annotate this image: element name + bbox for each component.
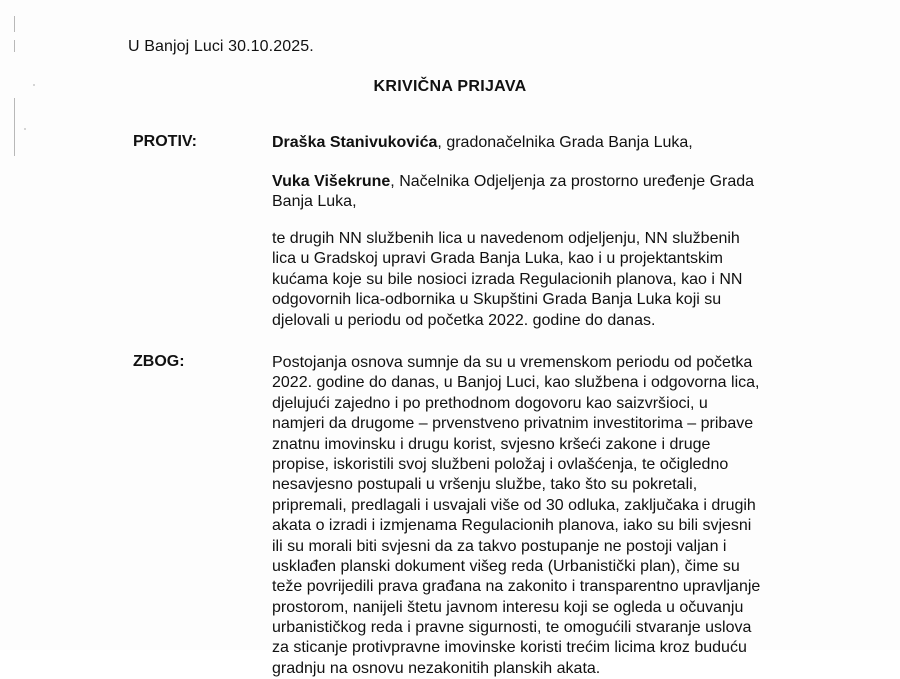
charge-description [272,353,832,679]
accused-first [272,133,832,153]
charge-line: namjeri da drugome – prvenstveno privatnim investitorima – pribave [272,415,754,433]
accused-others-line: te drugih NN službenih lica u navedenom odjeljenju, NN službenih [272,230,740,247]
accused-others-line: kućama koje su bile nosioci izrada Regulacionih planova, kao i NN [272,270,743,288]
charge-line: nesavjesno postupali u vršenju službe, tako što su pokretali, [272,476,698,494]
charge-line: 2022. godine do danas, u Banjoj Luci, kao službena i odgovorna lica, [272,374,760,392]
accused-first-name: Draška Stanivukovića [272,134,438,151]
scan-margin-line [14,98,15,156]
accused-second-line [272,172,832,192]
charge-line: za sticanje protivpravne imovinske koristi trećim licima kroz buduću [272,639,747,657]
accused-others-line: odgovornih lica-odbornika u Skupštini Grada Banja Luka koji su [272,291,722,309]
accused-second-title: , Načelnika Odjeljenja za prostorno uređenje Grada [390,173,755,190]
accused-second-title-cont: Banja Luka, [272,193,357,211]
charge-line: ili su morali biti svjesni da za takvo postupanje ne postoji valjan i [272,537,727,555]
charge-line: pripremali, predlagali i usvajali više od 30 odluka, zaključaka i drugih [272,496,756,514]
document-title: KRIVIČNA PRIJAVA [373,78,527,95]
accused-others [272,229,832,331]
accused-others-line: djelovali u periodu od početka 2022. godine do danas. [272,311,656,329]
accused-first-title: , gradonačelnika Grada Banja Luka, [437,134,693,151]
accused-others-line: lica u Gradskoj upravi Grada Banja Luka, kao i u projektantskim [272,250,723,268]
charge-line: gradnju na osnovu nezakonitih planskih akata. [272,659,601,677]
protiv-label: PROTIV: [133,133,198,150]
accused-first-line [272,133,832,153]
charge-line: propise, iskoristili svoj službeni položaj i ovlašćenja, te očigledno [272,455,729,473]
charge-line: teže povrijedili prava građana na zakonito i transparentno upravljanje [272,578,761,596]
scan-speck [24,128,26,130]
charge-line: akata o izradi i izmjenama Regulacionih planova, iako su bili svjesni [272,517,752,535]
scan-margin-line [14,40,15,52]
charge-line: Postojanja osnova sumnje da su u vremenskom periodu od početka [272,354,753,371]
zbog-label: ZBOG: [133,353,185,370]
accused-second-name: Vuka Višekrune [272,173,391,190]
charge-line: usklađen planski dokument višeg reda (Urbanistički plan), čime su [272,557,740,575]
charge-line: prostorom, nanijeli štetu javnom interesu koji se ogleda u očuvanju [272,598,744,616]
charge-line: urbanističkog reda i pravne sigurnosti, te omogućili stvaranje uslova [272,619,752,637]
scan-margin-line [14,16,15,32]
charge-line: djelujući zajedno i po prethodnom dogovoru kao saizvršioci, u [272,394,708,412]
document-date: U Banjoj Luci 30.10.2025. [128,38,314,55]
charge-line: znatnu imovinsku i drugu korist, svjesno kršeći zakone i druge [272,435,711,453]
accused-second [272,172,832,213]
